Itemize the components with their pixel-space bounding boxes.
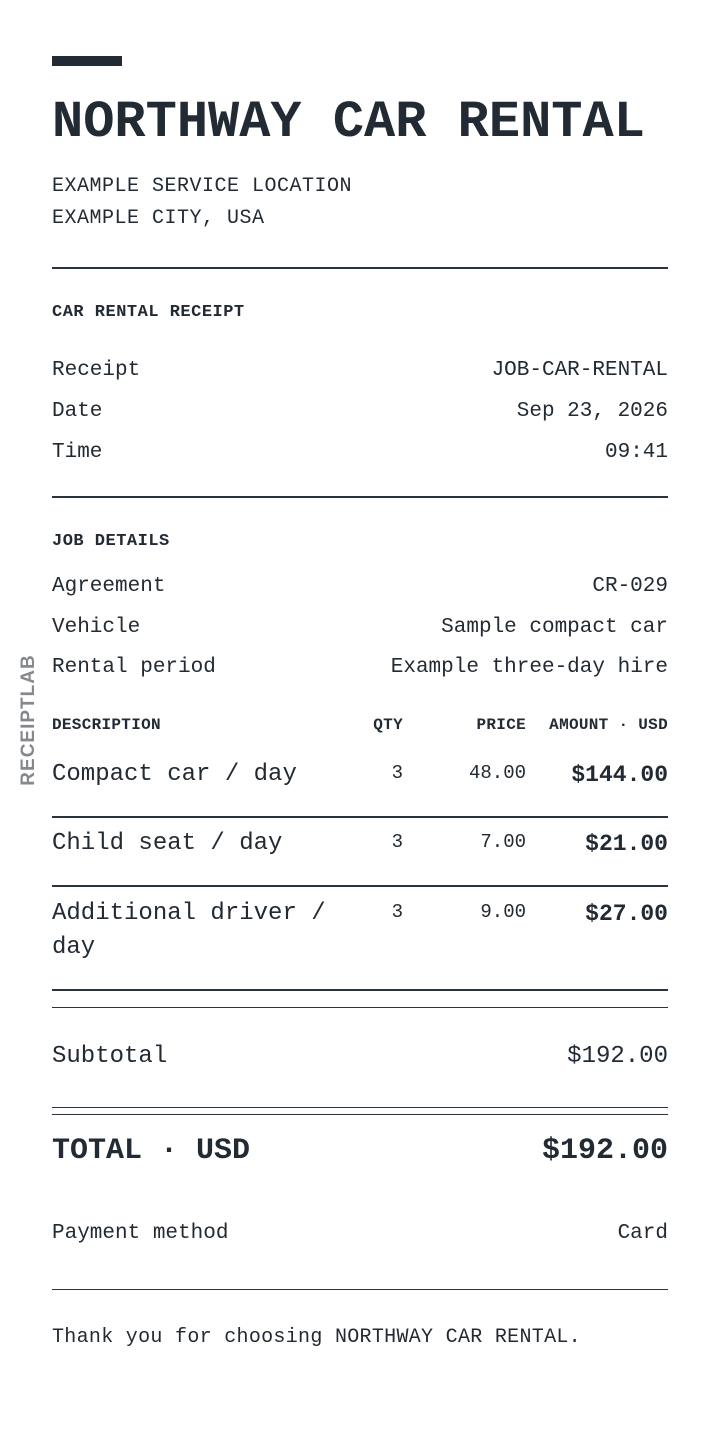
field-label: Vehicle xyxy=(52,616,141,639)
receipt-number-value: JOB-CAR-RENTAL xyxy=(491,359,668,382)
watermark-label: RECEIPTLAB xyxy=(18,654,39,786)
field-label: Time xyxy=(52,441,103,464)
item-amount: $144.00 xyxy=(571,762,668,788)
item-description: Child seat / day xyxy=(52,830,283,857)
divider xyxy=(52,1289,668,1290)
thank-you-message: Thank you for choosing NORTHWAY CAR RENTAL. xyxy=(52,1326,581,1349)
item-price: 48.00 xyxy=(468,762,526,784)
subtotal-row xyxy=(52,1043,668,1070)
time-row xyxy=(52,440,668,466)
vehicle-row xyxy=(52,615,668,641)
divider xyxy=(52,1107,668,1108)
item-description: Compact car / day xyxy=(52,761,297,788)
payment-method-value: Card xyxy=(617,1222,668,1245)
column-header-description: DESCRIPTION xyxy=(52,716,161,734)
total-value: $192.00 xyxy=(541,1134,668,1168)
payment-method-label: Payment method xyxy=(52,1222,229,1245)
date-row xyxy=(52,399,668,425)
divider xyxy=(52,496,668,498)
total-label: TOTAL · USD xyxy=(52,1134,251,1168)
item-qty: 3 xyxy=(391,901,403,923)
address-line-2: EXAMPLE CITY, USA xyxy=(52,207,265,230)
receipt-number-row xyxy=(52,358,668,384)
rental-period-row xyxy=(52,655,668,681)
accent-bar xyxy=(52,56,122,66)
field-label: Date xyxy=(52,400,103,423)
address-line-1: EXAMPLE SERVICE LOCATION xyxy=(52,175,353,198)
item-price: 7.00 xyxy=(480,831,526,853)
divider xyxy=(52,1007,668,1008)
divider xyxy=(52,1114,668,1115)
item-qty: 3 xyxy=(391,831,403,853)
item-amount: $21.00 xyxy=(585,831,668,857)
item-description: Additional driver / day xyxy=(52,900,326,961)
receipt-section-title: CAR RENTAL RECEIPT xyxy=(52,303,245,322)
item-price: 9.00 xyxy=(480,901,526,923)
row-divider xyxy=(52,885,668,887)
item-qty: 3 xyxy=(391,762,403,784)
agreement-value: CR-029 xyxy=(592,575,668,598)
item-amount: $27.00 xyxy=(585,901,668,927)
time-value: 09:41 xyxy=(604,441,668,464)
subtotal-label: Subtotal xyxy=(52,1043,168,1070)
company-name: NORTHWAY CAR RENTAL xyxy=(52,93,645,152)
rental-period-value: Example three-day hire xyxy=(390,656,668,679)
agreement-row xyxy=(52,574,668,600)
field-label: Agreement xyxy=(52,575,166,598)
divider xyxy=(52,267,668,269)
column-header-price: PRICE xyxy=(476,716,526,734)
row-divider xyxy=(52,989,668,991)
field-label: Receipt xyxy=(52,359,141,382)
vehicle-value: Sample compact car xyxy=(441,616,668,639)
subtotal-value: $192.00 xyxy=(567,1043,668,1070)
column-header-amount: AMOUNT · USD xyxy=(549,716,668,734)
date-value: Sep 23, 2026 xyxy=(516,400,668,423)
job-section-title: JOB DETAILS xyxy=(52,532,170,551)
field-label: Rental period xyxy=(52,656,216,679)
column-header-qty: QTY xyxy=(373,716,403,734)
total-row xyxy=(52,1134,668,1168)
payment-method-row xyxy=(52,1221,668,1247)
row-divider xyxy=(52,816,668,818)
